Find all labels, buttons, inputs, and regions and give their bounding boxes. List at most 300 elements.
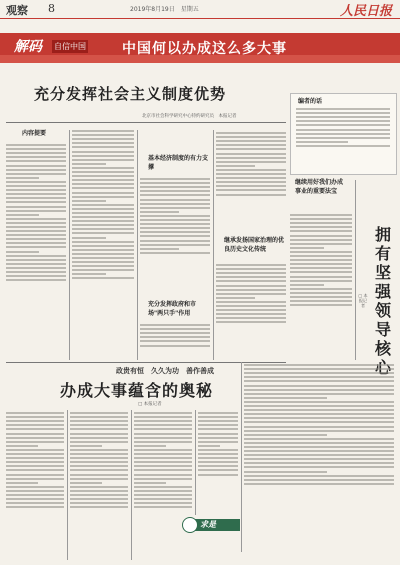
text-line xyxy=(70,482,102,484)
text-line xyxy=(198,445,220,447)
text-line xyxy=(290,214,352,216)
text-line xyxy=(216,276,286,278)
text-line xyxy=(6,424,64,426)
text-line xyxy=(72,212,134,214)
text-line xyxy=(72,196,134,198)
text-line xyxy=(290,239,352,241)
text-line xyxy=(6,482,38,484)
text-line xyxy=(216,293,286,295)
text-line xyxy=(216,297,255,299)
text-line xyxy=(198,457,238,459)
text-line xyxy=(216,144,286,146)
text-line xyxy=(134,494,192,496)
text-line xyxy=(70,486,128,488)
text-line xyxy=(244,393,394,395)
text-line xyxy=(140,227,210,229)
text-line xyxy=(216,301,286,303)
text-line xyxy=(216,161,286,163)
text-line xyxy=(6,263,66,265)
text-line xyxy=(72,146,134,148)
text-line xyxy=(70,494,128,496)
text-line xyxy=(72,265,134,267)
sidebar-text xyxy=(296,106,390,168)
text-column xyxy=(6,410,64,560)
text-line xyxy=(290,255,352,257)
text-line xyxy=(6,197,66,199)
text-line xyxy=(72,179,134,181)
text-line xyxy=(216,194,286,196)
text-line xyxy=(198,424,238,426)
text-line xyxy=(134,412,192,414)
text-line xyxy=(72,273,106,275)
text-line xyxy=(244,368,394,370)
text-line xyxy=(244,446,394,448)
text-line xyxy=(6,469,64,471)
text-line xyxy=(6,238,66,240)
text-line xyxy=(70,474,128,476)
text-line xyxy=(198,453,238,455)
text-line xyxy=(134,437,192,439)
text-line xyxy=(216,165,255,167)
text-column xyxy=(72,128,134,360)
text-line xyxy=(290,276,352,278)
text-line xyxy=(72,241,134,243)
text-line xyxy=(244,417,394,419)
text-line xyxy=(70,506,128,508)
text-line xyxy=(140,215,210,217)
text-line xyxy=(70,441,128,443)
subhead-governance-tradition: 继承发扬国家治理的优良历史文化传统 xyxy=(224,237,285,253)
text-column xyxy=(198,410,238,515)
text-line xyxy=(198,465,238,467)
text-line xyxy=(290,243,352,245)
masthead-logo: 人民日报 xyxy=(339,4,392,19)
text-line xyxy=(134,433,192,435)
text-line xyxy=(72,130,134,132)
text-line xyxy=(70,465,128,467)
text-line xyxy=(6,478,64,480)
text-line xyxy=(6,160,66,162)
text-line xyxy=(6,494,64,496)
text-line xyxy=(134,453,192,455)
text-line xyxy=(290,271,352,273)
text-line xyxy=(198,449,238,451)
logo-emblem-icon xyxy=(182,517,198,533)
sidebar-title: 编者的话 xyxy=(298,98,323,105)
text-line xyxy=(244,434,327,436)
text-line xyxy=(244,372,394,374)
text-line xyxy=(70,428,128,430)
text-line xyxy=(140,190,210,192)
text-line xyxy=(6,193,66,195)
text-line xyxy=(6,169,66,171)
text-column xyxy=(140,322,210,360)
text-line xyxy=(6,222,66,224)
text-line xyxy=(6,234,66,236)
text-line xyxy=(216,157,286,159)
text-line xyxy=(290,247,324,249)
text-line xyxy=(70,453,128,455)
text-line xyxy=(216,309,286,311)
text-line xyxy=(6,255,66,257)
article2-title: 办成大事蕴含的奥秘 xyxy=(60,381,214,400)
text-line xyxy=(72,228,134,230)
text-line xyxy=(70,490,128,492)
logo-text: 求是 xyxy=(200,519,216,529)
text-line xyxy=(244,438,394,440)
text-line xyxy=(134,506,192,508)
text-line xyxy=(6,445,38,447)
text-line xyxy=(198,412,238,414)
text-line xyxy=(6,457,64,459)
text-line xyxy=(6,152,66,154)
article2-byline: □ 本报记者 xyxy=(138,402,162,407)
text-line xyxy=(72,232,134,234)
text-line xyxy=(6,148,66,150)
text-line xyxy=(6,246,66,248)
text-line xyxy=(6,177,39,179)
text-line xyxy=(216,140,286,142)
article-title: 充分发挥社会主义制度优势 xyxy=(34,85,227,103)
text-line xyxy=(140,244,210,246)
text-line xyxy=(6,185,66,187)
text-line xyxy=(140,324,210,326)
text-line xyxy=(244,389,394,391)
column-rule xyxy=(131,410,132,560)
text-line xyxy=(6,165,66,167)
text-line xyxy=(244,397,327,399)
section-name: 观察 xyxy=(6,4,28,17)
text-line xyxy=(216,289,286,291)
text-line xyxy=(244,421,394,423)
text-line xyxy=(198,433,238,435)
text-column xyxy=(134,410,192,560)
text-line xyxy=(140,340,210,342)
column-rule xyxy=(241,362,242,552)
text-line xyxy=(290,235,352,237)
text-column xyxy=(6,142,66,357)
text-line xyxy=(6,433,64,435)
text-line xyxy=(72,245,134,247)
text-line xyxy=(72,171,134,173)
text-line xyxy=(6,259,66,261)
text-line xyxy=(72,155,134,157)
text-line xyxy=(140,219,210,221)
text-line xyxy=(72,187,134,189)
text-line xyxy=(198,461,238,463)
text-line xyxy=(6,474,64,476)
text-line xyxy=(72,167,134,169)
text-line xyxy=(296,108,390,110)
text-line xyxy=(244,483,394,485)
text-line xyxy=(6,206,66,208)
text-line xyxy=(6,437,64,439)
text-line xyxy=(244,426,394,428)
text-line xyxy=(216,313,286,315)
text-line xyxy=(72,277,134,279)
column-rule xyxy=(137,130,138,360)
article-byline: 北京市社会科学研究中心特约研究员 本报记者 xyxy=(142,114,237,119)
text-line xyxy=(216,153,286,155)
text-line xyxy=(6,416,64,418)
text-line xyxy=(296,112,390,114)
text-line xyxy=(140,203,210,205)
text-line xyxy=(6,449,64,451)
text-line xyxy=(290,218,352,220)
text-line xyxy=(70,498,128,500)
text-line xyxy=(70,424,128,426)
text-line xyxy=(134,482,166,484)
text-line xyxy=(70,420,128,422)
banner-kicker-sub: 自信中国 xyxy=(54,42,86,51)
title-rule xyxy=(6,122,286,123)
text-line xyxy=(72,208,134,210)
text-line xyxy=(290,226,352,228)
text-line xyxy=(72,224,134,226)
text-line xyxy=(290,304,352,306)
side-article-author: □ 本报记者 xyxy=(358,293,368,308)
text-line xyxy=(216,321,286,323)
text-line xyxy=(6,412,64,414)
text-line xyxy=(296,124,390,126)
text-line xyxy=(6,173,66,175)
text-line xyxy=(134,486,192,488)
text-line xyxy=(244,471,327,473)
text-line xyxy=(296,129,390,131)
text-line xyxy=(198,416,238,418)
text-line xyxy=(70,445,102,447)
text-line xyxy=(72,142,134,144)
text-line xyxy=(6,490,64,492)
text-line xyxy=(290,300,352,302)
text-line xyxy=(6,144,66,146)
text-line xyxy=(70,416,128,418)
text-line xyxy=(244,413,394,415)
text-column xyxy=(216,262,286,360)
text-line xyxy=(72,220,134,222)
text-line xyxy=(140,336,210,338)
text-line xyxy=(216,264,286,266)
text-line xyxy=(70,502,128,504)
text-line xyxy=(72,151,134,153)
text-line xyxy=(140,211,179,213)
article2-kicker: 政贵有恒 久久为功 善作善成 xyxy=(116,366,214,375)
text-column xyxy=(140,176,210,294)
text-line xyxy=(216,169,286,171)
text-line xyxy=(244,401,394,403)
text-line xyxy=(70,449,128,451)
text-line xyxy=(198,469,238,471)
text-line xyxy=(244,376,394,378)
column-rule xyxy=(67,410,68,560)
text-line xyxy=(198,441,238,443)
text-line xyxy=(70,437,128,439)
subhead-economic-system: 基本经济制度的有力支撑 xyxy=(148,155,209,171)
text-line xyxy=(72,200,106,202)
text-line xyxy=(6,441,64,443)
text-line xyxy=(6,461,64,463)
text-line xyxy=(6,230,66,232)
text-column xyxy=(244,362,394,550)
text-line xyxy=(290,259,352,261)
text-line xyxy=(140,345,210,347)
text-line xyxy=(72,216,134,218)
text-line xyxy=(244,364,394,366)
text-line xyxy=(72,134,134,136)
text-line xyxy=(6,189,66,191)
text-line xyxy=(6,214,39,216)
text-line xyxy=(70,457,128,459)
text-line xyxy=(72,269,134,271)
text-line xyxy=(290,251,352,253)
text-line xyxy=(244,458,394,460)
text-line xyxy=(134,457,192,459)
text-line xyxy=(134,465,192,467)
text-line xyxy=(290,284,324,286)
text-line xyxy=(134,498,192,500)
text-line xyxy=(140,207,210,209)
text-line xyxy=(244,466,394,468)
banner-kicker: 解码 xyxy=(14,39,42,55)
text-line xyxy=(244,442,394,444)
page-number: 8 xyxy=(48,2,55,15)
text-column xyxy=(290,212,352,360)
column-rule xyxy=(355,180,356,360)
text-line xyxy=(70,412,128,414)
text-line xyxy=(140,223,210,225)
text-line xyxy=(134,449,192,451)
text-line xyxy=(140,231,210,233)
text-line xyxy=(140,182,210,184)
text-line xyxy=(290,222,352,224)
text-line xyxy=(290,267,352,269)
column-rule xyxy=(213,130,214,360)
text-line xyxy=(6,181,66,183)
text-line xyxy=(6,251,39,253)
text-line xyxy=(216,136,286,138)
text-line xyxy=(6,267,66,269)
text-line xyxy=(72,163,106,165)
text-line xyxy=(244,385,394,387)
text-line xyxy=(134,469,192,471)
text-line xyxy=(140,332,210,334)
text-line xyxy=(72,249,134,251)
text-line xyxy=(216,317,286,319)
text-line xyxy=(290,288,352,290)
text-line xyxy=(70,433,128,435)
text-line xyxy=(296,141,348,143)
text-line xyxy=(140,178,210,180)
text-line xyxy=(6,275,66,277)
page-header xyxy=(0,0,400,19)
text-line xyxy=(198,437,238,439)
text-line xyxy=(6,279,66,281)
text-line xyxy=(140,328,210,330)
text-line xyxy=(216,285,286,287)
text-line xyxy=(134,461,192,463)
text-line xyxy=(244,430,394,432)
text-line xyxy=(216,189,286,191)
text-line xyxy=(216,185,286,187)
text-line xyxy=(70,469,128,471)
text-line xyxy=(140,194,210,196)
text-line xyxy=(6,498,64,500)
section-label-summary: 内容提要 xyxy=(22,130,47,137)
text-line xyxy=(216,280,286,282)
text-line xyxy=(296,116,390,118)
text-line xyxy=(72,253,134,255)
text-line xyxy=(6,502,64,504)
text-line xyxy=(216,177,286,179)
text-line xyxy=(6,226,66,228)
text-line xyxy=(6,420,64,422)
column-rule xyxy=(195,410,196,515)
text-line xyxy=(140,240,210,242)
text-line xyxy=(198,474,238,476)
text-line xyxy=(290,263,352,265)
text-column xyxy=(216,130,286,230)
text-line xyxy=(290,292,352,294)
side-article-headline: 拥有坚强领导核 xyxy=(374,225,391,358)
text-line xyxy=(6,453,64,455)
text-line xyxy=(72,175,134,177)
text-line xyxy=(134,428,192,430)
text-line xyxy=(6,465,64,467)
text-line xyxy=(216,272,286,274)
subhead-two-hands: 充分发挥政府和市场"两只手"作用 xyxy=(148,301,197,317)
text-line xyxy=(244,462,394,464)
text-line xyxy=(296,145,390,147)
text-line xyxy=(140,235,210,237)
text-line xyxy=(244,405,394,407)
text-line xyxy=(290,296,352,298)
text-line xyxy=(140,186,210,188)
text-line xyxy=(134,416,192,418)
text-line xyxy=(6,428,64,430)
text-line xyxy=(72,138,134,140)
text-line xyxy=(70,461,128,463)
text-line xyxy=(70,478,128,480)
text-line xyxy=(140,252,210,254)
text-line xyxy=(290,230,352,232)
text-line xyxy=(290,280,352,282)
text-line xyxy=(216,148,286,150)
text-line xyxy=(296,133,390,135)
text-column xyxy=(70,410,128,560)
text-line xyxy=(6,156,66,158)
text-line xyxy=(296,137,390,139)
text-line xyxy=(134,490,192,492)
text-line xyxy=(244,479,394,481)
text-line xyxy=(72,192,134,194)
text-line xyxy=(244,380,394,382)
text-line xyxy=(72,261,134,263)
subhead-magic-weapon: 继续用好我们办成事业的重要法宝 xyxy=(295,179,344,195)
text-line xyxy=(6,486,64,488)
text-line xyxy=(244,475,394,477)
text-line xyxy=(140,199,210,201)
text-line xyxy=(134,420,192,422)
text-line xyxy=(72,204,134,206)
text-line xyxy=(6,218,66,220)
text-line xyxy=(140,248,179,250)
text-line xyxy=(216,132,286,134)
text-line xyxy=(244,454,394,456)
text-line xyxy=(6,210,66,212)
text-line xyxy=(134,474,192,476)
text-line xyxy=(134,445,166,447)
text-line xyxy=(244,409,394,411)
